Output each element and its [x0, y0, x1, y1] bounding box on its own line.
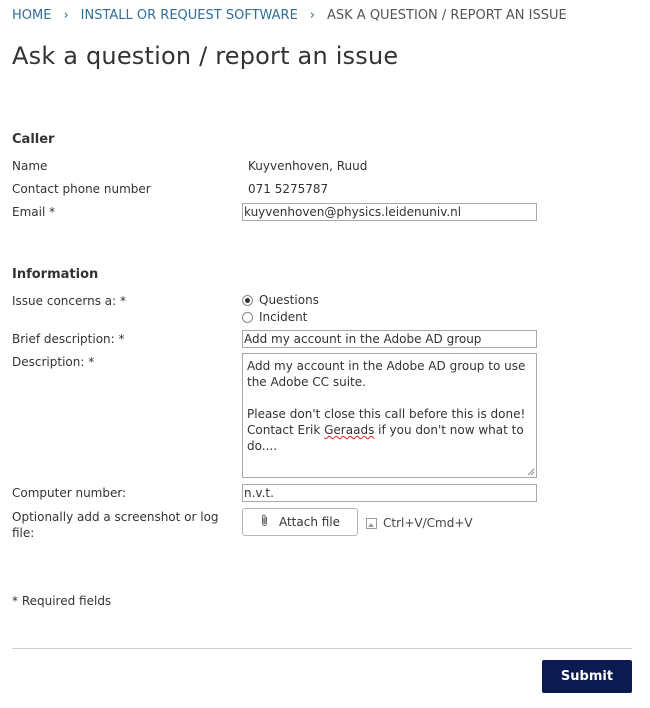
radio-incident[interactable]	[242, 310, 307, 324]
computer-number-label: Computer number:	[12, 486, 127, 500]
description-textarea[interactable]	[242, 353, 537, 478]
paste-hint	[366, 516, 473, 530]
submit-button[interactable]: Submit	[542, 660, 632, 693]
description-line: do....	[247, 439, 278, 453]
chevron-right-icon: ›	[63, 8, 69, 23]
radio-incident-button[interactable]	[242, 312, 253, 323]
description-line	[247, 422, 532, 438]
attach-file-label: Attach file	[278, 515, 341, 529]
radio-questions-button[interactable]	[242, 295, 253, 306]
information-heading: Information	[12, 267, 99, 282]
screenshot-label-line: file:	[12, 526, 35, 540]
chevron-right-icon: ›	[309, 8, 315, 23]
phone-value: 071 5275787	[248, 182, 329, 196]
email-label: Email *	[12, 205, 56, 219]
phone-label: Contact phone number	[12, 182, 151, 196]
description-label: Description: *	[12, 355, 95, 369]
page-title: Ask a question / report an issue	[12, 42, 399, 70]
divider	[12, 648, 632, 649]
resize-grip-icon[interactable]	[527, 468, 535, 476]
radio-incident-label: Incident	[259, 310, 308, 324]
radio-questions-label: Questions	[259, 293, 319, 307]
breadcrumb	[12, 8, 567, 23]
radio-questions[interactable]	[242, 293, 319, 307]
attach-file-button[interactable]	[242, 508, 358, 536]
caller-heading: Caller	[12, 132, 55, 147]
breadcrumb-install-software[interactable]: INSTALL OR REQUEST SOFTWARE	[80, 8, 298, 23]
spellcheck-word: Geraads	[324, 423, 375, 437]
brief-description-label: Brief description: *	[12, 332, 125, 346]
paperclip-icon	[260, 514, 269, 531]
required-fields-note: * Required fields	[12, 594, 112, 608]
computer-number-input[interactable]	[242, 484, 537, 502]
description-fragment: Contact Erik	[247, 423, 325, 437]
description-line	[247, 390, 532, 406]
screenshot-label	[12, 509, 219, 541]
description-fragment: if you don't now what to	[374, 423, 524, 437]
screenshot-label-line: Optionally add a screenshot or log	[12, 510, 219, 524]
name-value: Kuyvenhoven, Ruud	[248, 159, 368, 173]
email-input[interactable]	[242, 203, 537, 221]
description-line: Please don't close this call before this is done!	[247, 407, 526, 421]
image-icon	[366, 518, 377, 529]
paste-hint-label: Ctrl+V/Cmd+V	[383, 516, 473, 530]
brief-description-input[interactable]	[242, 330, 537, 348]
name-label: Name	[12, 159, 48, 173]
breadcrumb-home[interactable]: HOME	[12, 8, 52, 23]
description-line: the Adobe CC suite.	[247, 375, 366, 389]
description-line: Add my account in the Adobe AD group to use	[247, 359, 526, 373]
breadcrumb-current: ASK A QUESTION / REPORT AN ISSUE	[327, 8, 567, 23]
issue-concerns-label: Issue concerns a: *	[12, 294, 126, 308]
